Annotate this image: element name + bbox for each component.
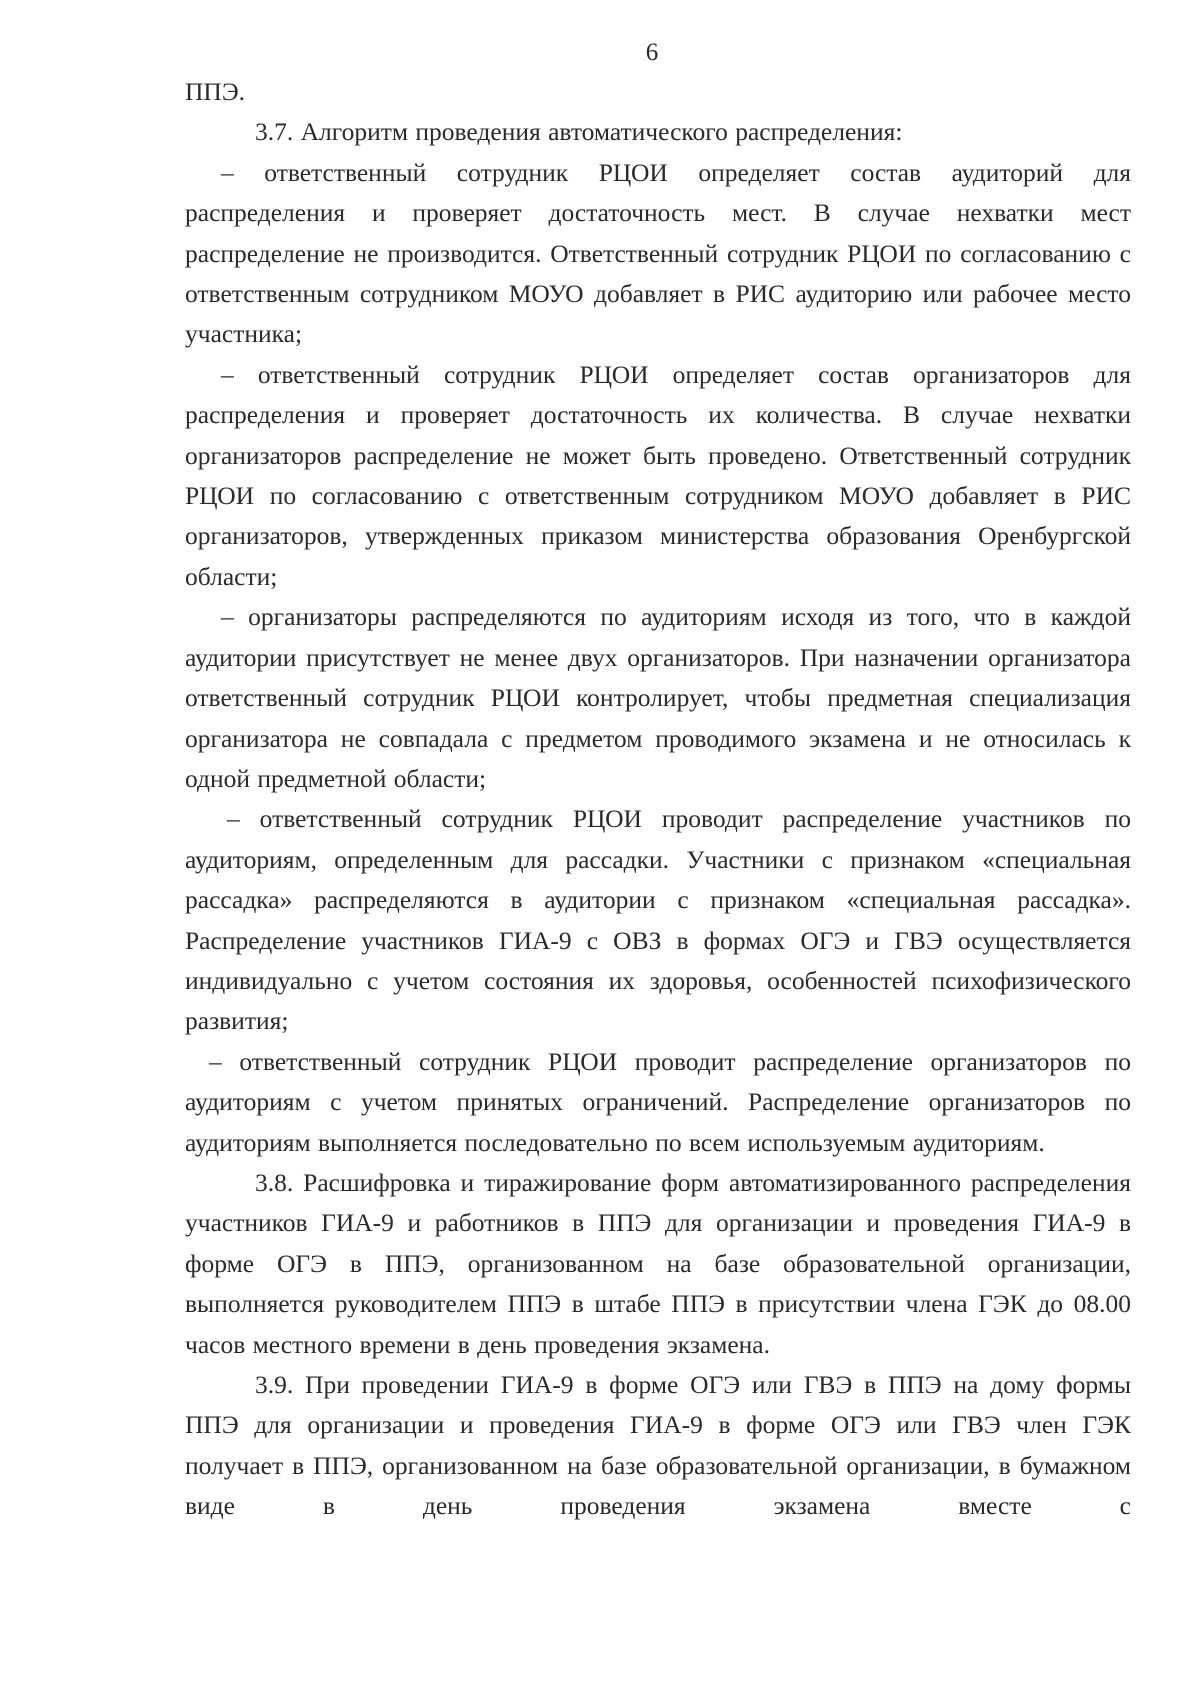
list-item-auditoriums: – ответственный сотрудник РЦОИ определяет состав аудиторий для распределения и проверяет достаточность мест. В случае нехватки мест распределение не производится. Ответственный сотрудник РЦОИ по согласованию с ответственным сотрудником МОУО добавляет в РИС аудиторию или рабочее место участника; xyxy=(185,157,1131,349)
list-item-organizer-assignment: – организаторы распределяются по аудиториям исходя из того, что в каждой аудитории присутствует не менее двух организаторов. При назначении организатора ответственный сотрудник РЦОИ контролирует, чтобы предметная специализация организатора не совпадала с предметом проводимого экзамена и не относилась к одной предметной области; xyxy=(185,602,1131,793)
document-body xyxy=(185,72,1131,1527)
paragraph-continuation: ППЭ. xyxy=(185,77,246,106)
list-item-participant-distribution: – ответственный сотрудник РЦОИ проводит распределение участников по аудиториям, определенным для рассадки. Участники с признаком «специальная рассадка» распределяются в аудитории с признаком «специальная рассадка». Распределение участников ГИА-9 с ОВЗ в формах ОГЭ и ГВЭ осуществляется индивидуально с учетом состояния их здоровья, особенностей психофизического развития; xyxy=(185,804,1131,1036)
list-item-organizer-distribution: – ответственный сотрудник РЦОИ проводит распределение организаторов по аудиториям с учетом принятых ограничений. Распределение организаторов по аудиториям выполняется последовательно по всем используемым аудиториям. xyxy=(185,1046,1131,1157)
section-3-9: 3.9. При проведении ГИА-9 в форме ОГЭ или ГВЭ в ППЭ на дому формы ППЭ для организации и проведения ГИА-9 в форме ОГЭ или ГВЭ член ГЭК получает в ППЭ, организованном на базе образовательной организации, в бумажном виде в день проведения экзамена вместе с xyxy=(185,1370,1131,1521)
list-item-organizers: – ответственный сотрудник РЦОИ определяет состав организаторов для распределения и проверяет достаточность их количества. В случае нехватки организаторов распределение не может быть проведено. Ответственный сотрудник РЦОИ по согласованию с ответственным сотрудником МОУО добавляет в РИС организаторов, утвержденных приказом министерства образования Оренбургской области; xyxy=(185,359,1131,591)
section-3-7-heading: 3.7. Алгоритм проведения автоматического распределения: xyxy=(255,117,903,147)
page-number: 6 xyxy=(645,39,659,66)
section-3-8: 3.8. Расшифровка и тиражирование форм автоматизированного распределения участников ГИА-9 и работников в ППЭ для организации и проведения ГИА-9 в форме ОГЭ в ППЭ, организованном на базе образовательной организации, выполняется руководителем ППЭ в штабе ППЭ в присутствии члена ГЭК до 08.00 часов местного времени в день проведения экзамена. xyxy=(185,1167,1131,1359)
